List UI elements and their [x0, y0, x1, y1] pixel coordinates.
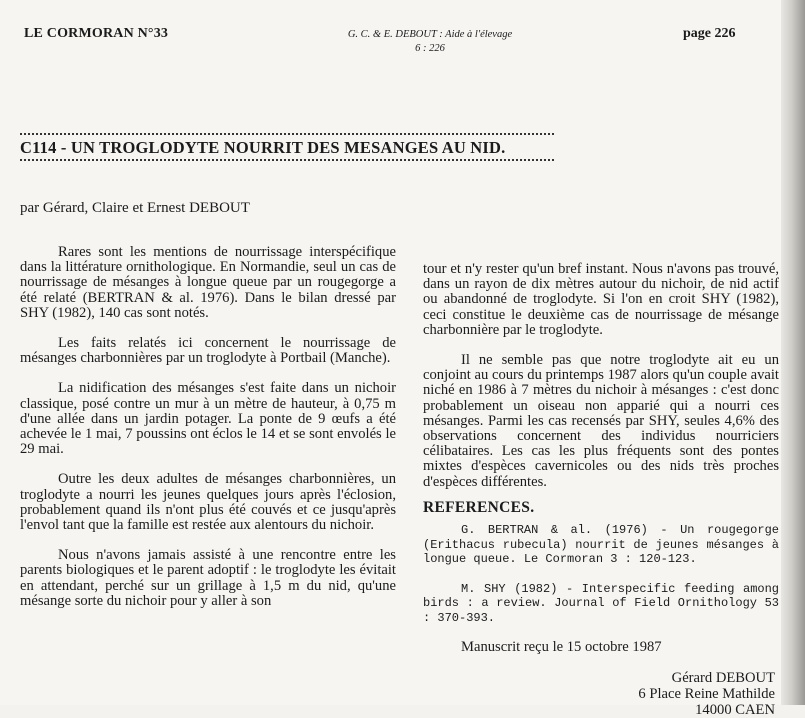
page-number: page 226 — [683, 26, 736, 41]
manuscript-received: Manuscrit reçu le 15 octobre 1987 — [461, 639, 662, 656]
article-title: C114 - UN TROGLODYTE NOURRIT DES MESANGES AU NID. — [20, 138, 506, 157]
title-rule-bottom — [20, 159, 554, 161]
paragraph: Nous n'avons jamais assisté à une rencontre entre les parents biologiques et le parent adoptif : le troglodyte les évitait en attendant, perché sur un grillage à 1,5 m du nid, qu'une mésange sorte du nichoir pour y aller à son — [20, 547, 396, 609]
paragraph-continuation: tour et n'y rester qu'un bref instant. Nous n'avons pas trouvé, dans un rayon de dix mètres autour du nichoir, de nid actif ou abandonné de troglodyte. Si l'on en croit SHY (1982), ceci constitue le deuxième cas de nourrissage de mésange charbonnière par le troglodyte. — [423, 261, 779, 338]
paragraph: Rares sont les mentions de nourrissage interspécifique dans la littérature ornithologique. En Normandie, seul un cas de nourrissage de mésanges à longue queue par un rougegorge a été relaté (BERTRAN & al. 1976). Dans le bilan dressé par SHY (1982), 140 cas sont notés. — [20, 244, 396, 321]
article-authors: par Gérard, Claire et Ernest DEBOUT — [20, 200, 250, 216]
page-gutter-shadow — [781, 0, 805, 705]
paragraph: Il ne semble pas que notre troglodyte ait eu un conjoint au cours du printemps 1987 alors qu'un couple avait niché en 1986 à 7 mètres du nichoir à mésanges : c'est donc probablement un oiseau non apparié qui a nourri ces mésanges. Parmi les cas recensés par SHY, seules 4,6% des observations concernent des individus nourriciers célibataires. Les cas les plus fréquents sont des pontes mixtes d'espèces cavernicoles ou des nids très proches d'espèces différentes. — [423, 352, 779, 490]
reference-item: M. SHY (1982) - Interspecific feeding among birds : a review. Journal of Field Ornithology 53 : 370-393. — [423, 581, 779, 625]
running-head-authors: G. C. & E. DEBOUT : Aide à l'élevage — [347, 29, 513, 40]
reference-item: G. BERTRAN & al. (1976) - Un rougegorge (Erithacus rubecula) nourrit de jeunes mésanges à longue queue. Le Cormoran 3 : 120-123. — [423, 523, 779, 567]
signature-street: 6 Place Reine Mathilde — [638, 686, 775, 703]
journal-name: LE CORMORAN N°33 — [24, 26, 169, 41]
references-heading: REFERENCES. — [423, 498, 535, 516]
paragraph: Les faits relatés ici concernent le nourrissage de mésanges charbonnières par un troglodyte à Portbail (Manche). — [20, 335, 396, 367]
title-rule-top — [20, 133, 554, 135]
left-column — [20, 245, 396, 609]
author-signature — [423, 670, 779, 718]
right-column — [423, 262, 779, 718]
running-head — [300, 28, 560, 56]
signature-name: Gérard DEBOUT — [671, 670, 775, 687]
signature-city: 14000 CAEN — [695, 702, 775, 718]
paragraph: Outre les deux adultes de mésanges charbonnières, un troglodyte a nourri les jeunes quelques jours après l'éclosion, probablement quand ils n'ont plus été couvés et ce jusqu'après l'envol tant que la famille est restée aux alentours du nichoir. — [20, 471, 396, 534]
paragraph: La nidification des mésanges s'est faite dans un nichoir classique, posé contre un mur à un mètre de hauteur, à 0,75 m d'une allée dans un jardin potager. La ponte de 9 œufs a été achevée le 1 mai, 7 poussins ont éclos le 14 et se sont envolés le 29 mai. — [20, 380, 396, 458]
running-head-ref: 6 : 226 — [415, 43, 445, 54]
